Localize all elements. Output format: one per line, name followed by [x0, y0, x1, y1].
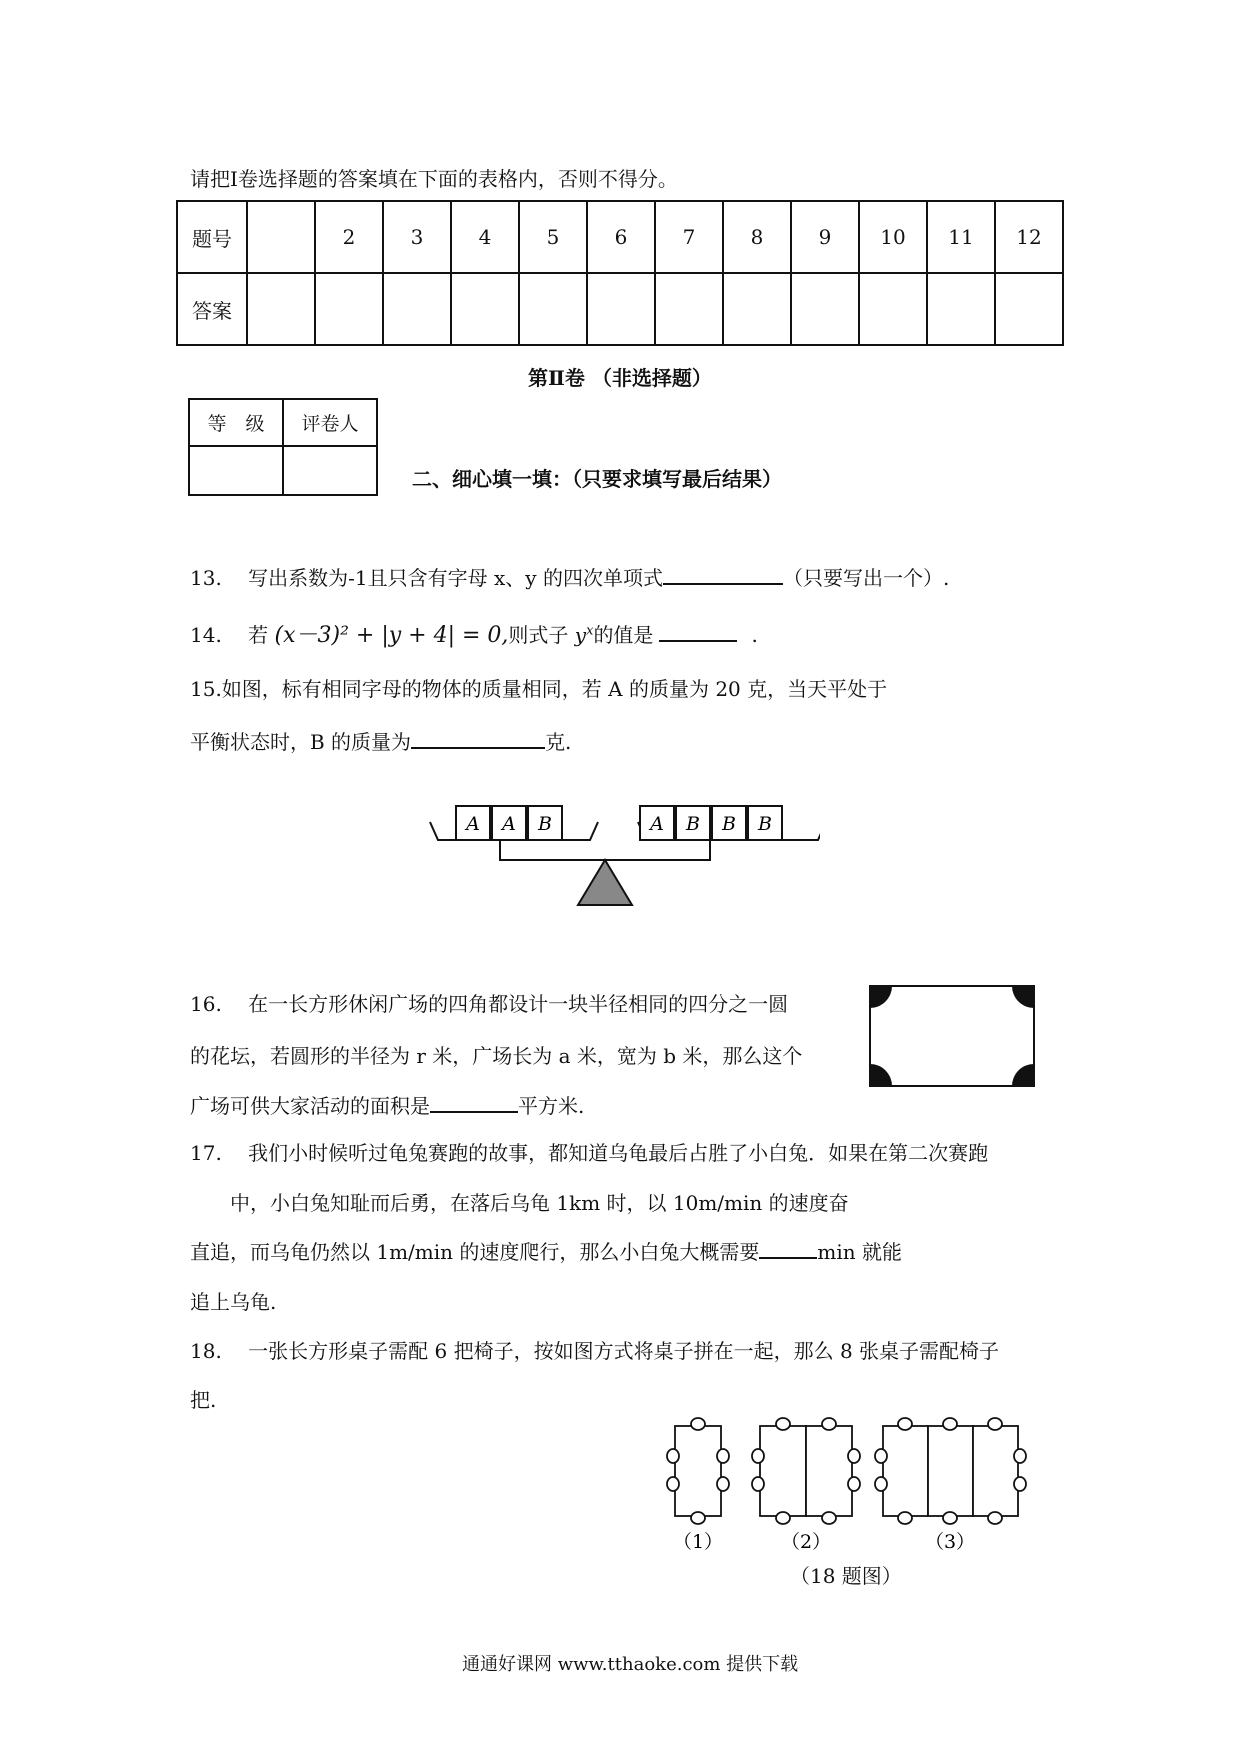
section-title: 第Ⅱ卷 （非选择题）: [528, 366, 712, 390]
question-18-line1: [190, 1335, 999, 1364]
weight-label: B: [722, 813, 736, 835]
question-13: [190, 562, 949, 591]
weight-label: A: [466, 813, 480, 835]
figure-label: （3）: [924, 1531, 976, 1553]
table-rect: [928, 1426, 973, 1516]
question-number: 16.: [190, 992, 222, 1016]
answer-cell[interactable]: [791, 273, 859, 345]
answer-cell[interactable]: [587, 273, 655, 345]
question-17-line4: 追上乌龟.: [190, 1290, 277, 1314]
question-text: 我们小时候听过龟兔赛跑的故事，都知道乌龟最后占胜了小白兔．如果在第二次赛跑: [248, 1141, 989, 1165]
chair-icon: [691, 1512, 705, 1524]
question-text: 在一长方形休闲广场的四角都设计一块半径相同的四分之一圆: [248, 992, 789, 1016]
question-number: 13.: [190, 566, 222, 590]
chair-icon: [717, 1477, 729, 1491]
question-17-line2: 中，小白兔知耻而后勇，在落后乌龟 1km 时，以 10m/min 的速度奋: [230, 1191, 849, 1215]
chair-icon: [752, 1449, 764, 1463]
question-number-cell: [247, 201, 315, 273]
question-16-line1: [190, 988, 788, 1017]
chair-icon: [1014, 1477, 1026, 1491]
question-text: 如图，标有相同字母的物体的质量相同，若 A 的质量为 20 克，当天平处于: [221, 677, 888, 701]
chair-icon: [875, 1449, 887, 1463]
weight-label: B: [538, 813, 552, 835]
grade-cell[interactable]: [189, 446, 283, 495]
chair-icon: [717, 1449, 729, 1463]
chair-icon: [988, 1418, 1002, 1430]
row-label-number: 题号: [177, 201, 247, 273]
tables-figure: [660, 1412, 1040, 1582]
figure-label: （2）: [780, 1531, 832, 1553]
question-15-line1: [190, 673, 887, 702]
answer-table: [176, 200, 1064, 346]
question-16-line3: [190, 1090, 584, 1119]
table-rect: [973, 1426, 1018, 1516]
answer-blank[interactable]: [659, 620, 737, 642]
answer-table-answer-row: [177, 273, 1063, 345]
question-17-line1: [190, 1137, 988, 1166]
plaza-rectangle: [870, 986, 1034, 1086]
math-variable: y: [574, 623, 587, 647]
question-number: 14.: [190, 623, 222, 647]
question-number-cell: 2: [315, 201, 383, 273]
question-number-cell: 3: [383, 201, 451, 273]
question-text: 广场可供大家活动的面积是: [190, 1094, 430, 1118]
question-number-cell: 6: [587, 201, 655, 273]
answer-cell[interactable]: [451, 273, 519, 345]
answer-cell[interactable]: [995, 273, 1063, 345]
chair-icon: [943, 1512, 957, 1524]
question-number-cell: 10: [859, 201, 927, 273]
question-number-cell: 7: [655, 201, 723, 273]
answer-cell[interactable]: [247, 273, 315, 345]
table-rect: [806, 1426, 852, 1516]
grade-table: [188, 398, 378, 496]
answer-blank[interactable]: [759, 1237, 817, 1259]
question-number-cell: 11: [927, 201, 995, 273]
question-number: 15.: [190, 677, 222, 701]
answer-cell[interactable]: [383, 273, 451, 345]
chair-icon: [848, 1477, 860, 1491]
grade-header: 等 级: [189, 399, 283, 446]
question-number-cell: 8: [723, 201, 791, 273]
answer-table-number-row: [177, 201, 1063, 273]
chair-icon: [1014, 1449, 1026, 1463]
answer-cell[interactable]: [519, 273, 587, 345]
answer-cell[interactable]: [655, 273, 723, 345]
question-16-line2: 的花坛，若圆形的半径为 r 米，广场长为 a 米，宽为 b 米，那么这个: [190, 1044, 803, 1068]
answer-cell[interactable]: [927, 273, 995, 345]
question-14: 14. 若 (x－3)² + |y + 4| = 0,则式子 $y^x$的值是 .: [190, 618, 758, 649]
grader-cell[interactable]: [283, 446, 377, 495]
question-text: 若: [248, 623, 269, 647]
chair-icon: [898, 1418, 912, 1430]
question-text: 平衡状态时，B 的质量为: [190, 730, 412, 754]
answer-blank[interactable]: [411, 727, 545, 749]
question-text: 写出系数为-1且只含有字母 x、y 的四次单项式: [248, 566, 663, 590]
part2-title: 二、细心填一填：（只要求填写最后结果）: [412, 467, 782, 491]
row-label-answer: 答案: [177, 273, 247, 345]
figure-caption: （18 题图）: [790, 1564, 902, 1588]
answer-blank[interactable]: [663, 563, 783, 585]
question-text: （只要写出一个）.: [782, 566, 950, 590]
weight-label: B: [686, 813, 700, 835]
chair-icon: [691, 1418, 705, 1430]
table-rect: [760, 1426, 806, 1516]
instruction-text: 请把Ⅰ卷选择题的答案填在下面的表格内，否则不得分。: [190, 167, 678, 191]
table-rect: [883, 1426, 928, 1516]
chair-icon: [822, 1512, 836, 1524]
chair-icon: [752, 1477, 764, 1491]
question-text: 平方米.: [518, 1094, 585, 1118]
chair-icon: [822, 1418, 836, 1430]
question-text: 直追，而乌龟仍然以 1m/min 的速度爬行，那么小白兔大概需要: [190, 1240, 760, 1264]
weight-label: B: [758, 813, 772, 835]
question-number: 18.: [190, 1339, 222, 1363]
grader-header: 评卷人: [283, 399, 377, 446]
chair-icon: [776, 1418, 790, 1430]
question-18-line2: 把.: [190, 1388, 217, 1412]
question-text: 一张长方形桌子需配 6 把椅子，按如图方式将桌子拼在一起，那么 8 张桌子需配椅子: [248, 1339, 1000, 1363]
chair-icon: [988, 1512, 1002, 1524]
chair-icon: [848, 1449, 860, 1463]
chair-icon: [776, 1512, 790, 1524]
answer-cell[interactable]: [723, 273, 791, 345]
weight-label: A: [650, 813, 664, 835]
balance-beam: [500, 840, 710, 860]
answer-cell[interactable]: [315, 273, 383, 345]
question-text: 则式子: [508, 623, 569, 647]
question-text: 克.: [545, 730, 572, 754]
chair-icon: [943, 1418, 957, 1430]
question-text: min 就能: [817, 1240, 902, 1264]
table-rect: [675, 1426, 721, 1516]
fulcrum-triangle: [578, 860, 632, 905]
chair-icon: [667, 1449, 679, 1463]
question-number-cell: 4: [451, 201, 519, 273]
chair-icon: [875, 1477, 887, 1491]
figure-label: （1）: [672, 1531, 724, 1553]
page-footer: 通通好课网 www.tthaoke.com 提供下载: [462, 1654, 799, 1675]
chair-icon: [667, 1477, 679, 1491]
math-formula: (x－3)² + |y + 4| = 0,: [274, 623, 509, 648]
question-number-cell: 12: [995, 201, 1063, 273]
question-15-line2: [190, 726, 571, 755]
question-17-line3: [190, 1236, 902, 1265]
balance-figure: [420, 800, 820, 950]
math-exponent: x: [586, 623, 594, 639]
question-number: 17.: [190, 1141, 222, 1165]
chair-icon: [898, 1512, 912, 1524]
question-number-cell: 5: [519, 201, 587, 273]
answer-cell[interactable]: [859, 273, 927, 345]
answer-blank[interactable]: [430, 1091, 518, 1113]
question-number-cell: 9: [791, 201, 859, 273]
question-text: 的值是: [593, 623, 654, 647]
plaza-figure: [868, 984, 1040, 1092]
weight-label: A: [502, 813, 516, 835]
